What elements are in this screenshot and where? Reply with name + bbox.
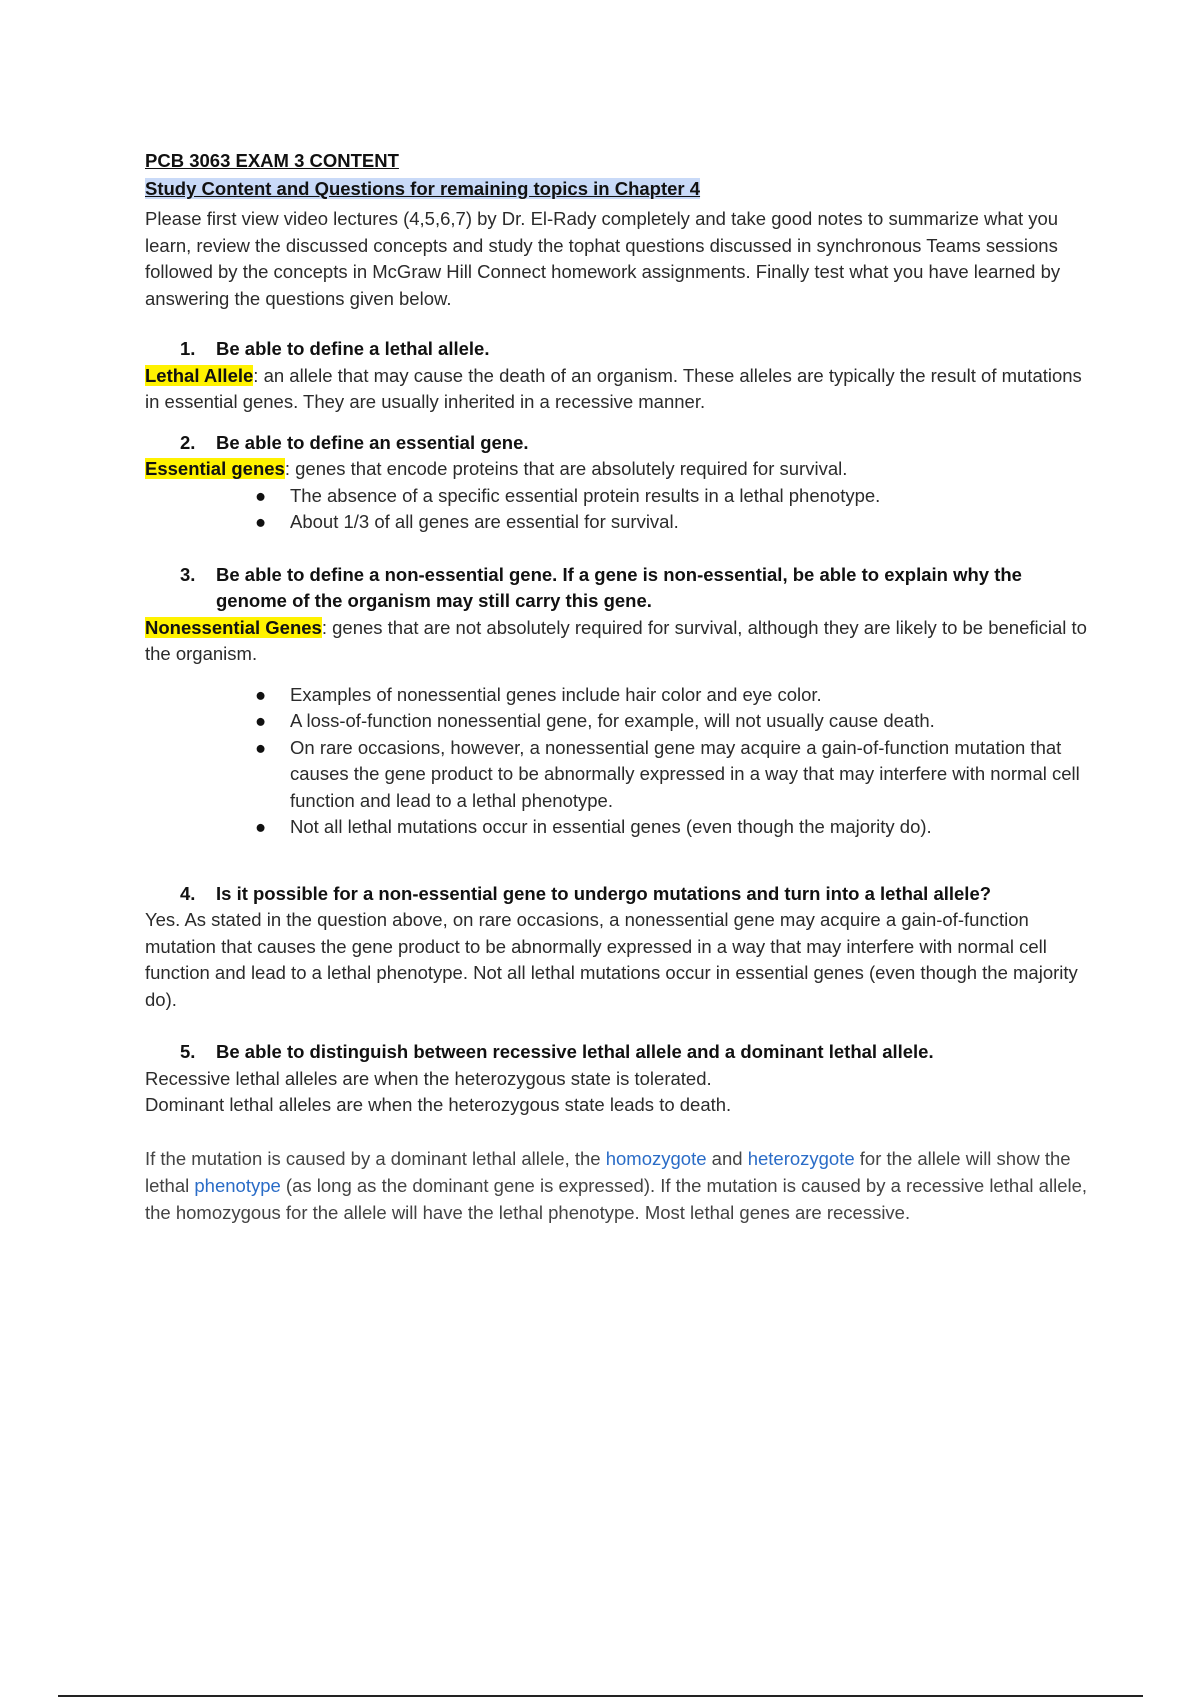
answer-2 <box>145 456 1090 483</box>
highlighted-term: Lethal Allele <box>145 364 254 386</box>
highlighted-term: Nonessential Genes <box>145 616 322 638</box>
phenotype-link[interactable]: phenotype <box>194 1174 281 1196</box>
list-item <box>255 509 1090 536</box>
spacer <box>145 1013 1090 1039</box>
list-item <box>255 735 1090 815</box>
subtitle-text: Study Content and Questions for remaining topics in Chapter 4 <box>145 178 701 199</box>
question-text: Be able to distinguish between recessive lethal allele and a dominant lethal allele. <box>216 1041 934 1062</box>
bullet-icon: ● <box>255 484 267 506</box>
question-text: Be able to define a lethal allele. <box>216 338 490 359</box>
list-item-text: A loss-of-function nonessential gene, for example, will not usually cause death. <box>290 710 935 731</box>
list-item-text: About 1/3 of all genes are essential for survival. <box>290 511 679 532</box>
bullet-icon: ● <box>255 816 267 837</box>
homozygote-link[interactable]: homozygote <box>605 1147 707 1169</box>
question-4 <box>145 881 1090 908</box>
bullet-icon: ● <box>255 710 267 731</box>
bullet-icon: ● <box>255 511 267 532</box>
question-number: 5. <box>180 1041 196 1062</box>
question-number: 2. <box>180 431 196 453</box>
footer-divider <box>58 1695 1143 1697</box>
answer-3 <box>145 615 1090 668</box>
spacer <box>145 1119 1090 1145</box>
closing-text: If the mutation is caused by a dominant lethal allele, the <box>145 1147 606 1169</box>
spacer <box>145 841 1090 881</box>
question-2 <box>145 430 1090 457</box>
question-text: Be able to define a non-essential gene. If a gene is non-essential, be able to explain why the genome of the organism may still carry this gene. <box>216 563 1022 611</box>
question-number: 4. <box>180 882 196 904</box>
definition-text: : an allele that may cause the death of an organism. These alleles are typically the result of mutations in essential genes. They are usually inherited in a recessive manner. <box>145 364 1082 412</box>
answer-4: Yes. As stated in the question above, on rare occasions, a nonessential gene may acquire a gain-of-function mutation that causes the gene product to be abnormally expressed in a way that may interfere with normal cell function and lead to a lethal phenotype. Not all lethal mutations occur in essential genes (even though the majority do). <box>145 909 1078 1010</box>
bullet-list <box>145 682 1090 841</box>
list-item <box>255 814 1090 841</box>
question-1 <box>145 336 1090 363</box>
recessive-definition: Recessive lethal alleles are when the heterozygous state is tolerated. <box>145 1067 712 1089</box>
list-item-text: Examples of nonessential genes include hair color and eye color. <box>290 683 822 705</box>
spacer <box>145 536 1090 562</box>
intro-paragraph: Please first view video lectures (4,5,6,7) by Dr. El-Rady completely and take good notes to summarize what you learn, review the discussed concepts and study the tophat questions discussed in synchronous Teams sessions followed by the concepts in McGraw Hill Connect homework assignments. Finally test what you have learned by answering the questions given below. <box>145 208 1061 309</box>
highlighted-term: Essential genes <box>145 458 285 479</box>
question-5 <box>145 1039 1090 1066</box>
document-subtitle <box>145 176 1090 206</box>
list-item-text: The absence of a specific essential protein results in a lethal phenotype. <box>290 484 881 506</box>
spacer <box>145 668 1090 682</box>
definition-text: : genes that are not absolutely required for survival, although they are likely to be beneficial to the organism. <box>145 616 1087 664</box>
document-title: PCB 3063 EXAM 3 CONTENT <box>145 150 399 171</box>
list-item <box>255 682 1090 709</box>
list-item <box>255 483 1090 510</box>
question-text: Is it possible for a non-essential gene to undergo mutations and turn into a lethal allele? <box>216 882 992 904</box>
question-number: 3. <box>180 563 196 585</box>
closing-text: for the allele will show the lethal <box>145 1147 1071 1196</box>
answer-1 <box>145 363 1090 416</box>
closing-paragraph <box>145 1145 1090 1226</box>
list-item-text: Not all lethal mutations occur in essential genes (even though the majority do). <box>290 816 932 837</box>
bullet-list <box>145 483 1090 536</box>
dominant-definition: Dominant lethal alleles are when the heterozygous state leads to death. <box>145 1094 732 1115</box>
heterozygote-link[interactable]: heterozygote <box>747 1147 855 1169</box>
spacer <box>145 416 1090 430</box>
definition-text: : genes that encode proteins that are absolutely required for survival. <box>284 458 848 479</box>
question-text: Be able to define an essential gene. <box>216 431 529 453</box>
document-page <box>145 148 1090 1226</box>
bullet-icon: ● <box>255 683 267 705</box>
list-item-text: On rare occasions, however, a nonessential gene may acquire a gain-of-function mutation that causes the gene product to be abnormally expressed in a way that may interfere with normal cell function and lead to a lethal phenotype. <box>290 736 1080 811</box>
closing-text: (as long as the dominant gene is expressed). If the mutation is caused by a recessive lethal allele, the homozygous for the allele will have the lethal phenotype. Most lethal genes are recessive. <box>145 1174 1088 1223</box>
question-3 <box>145 562 1090 615</box>
list-item <box>255 708 1090 735</box>
question-number: 1. <box>180 338 196 359</box>
closing-text: and <box>706 1147 748 1169</box>
bullet-icon: ● <box>255 736 267 758</box>
